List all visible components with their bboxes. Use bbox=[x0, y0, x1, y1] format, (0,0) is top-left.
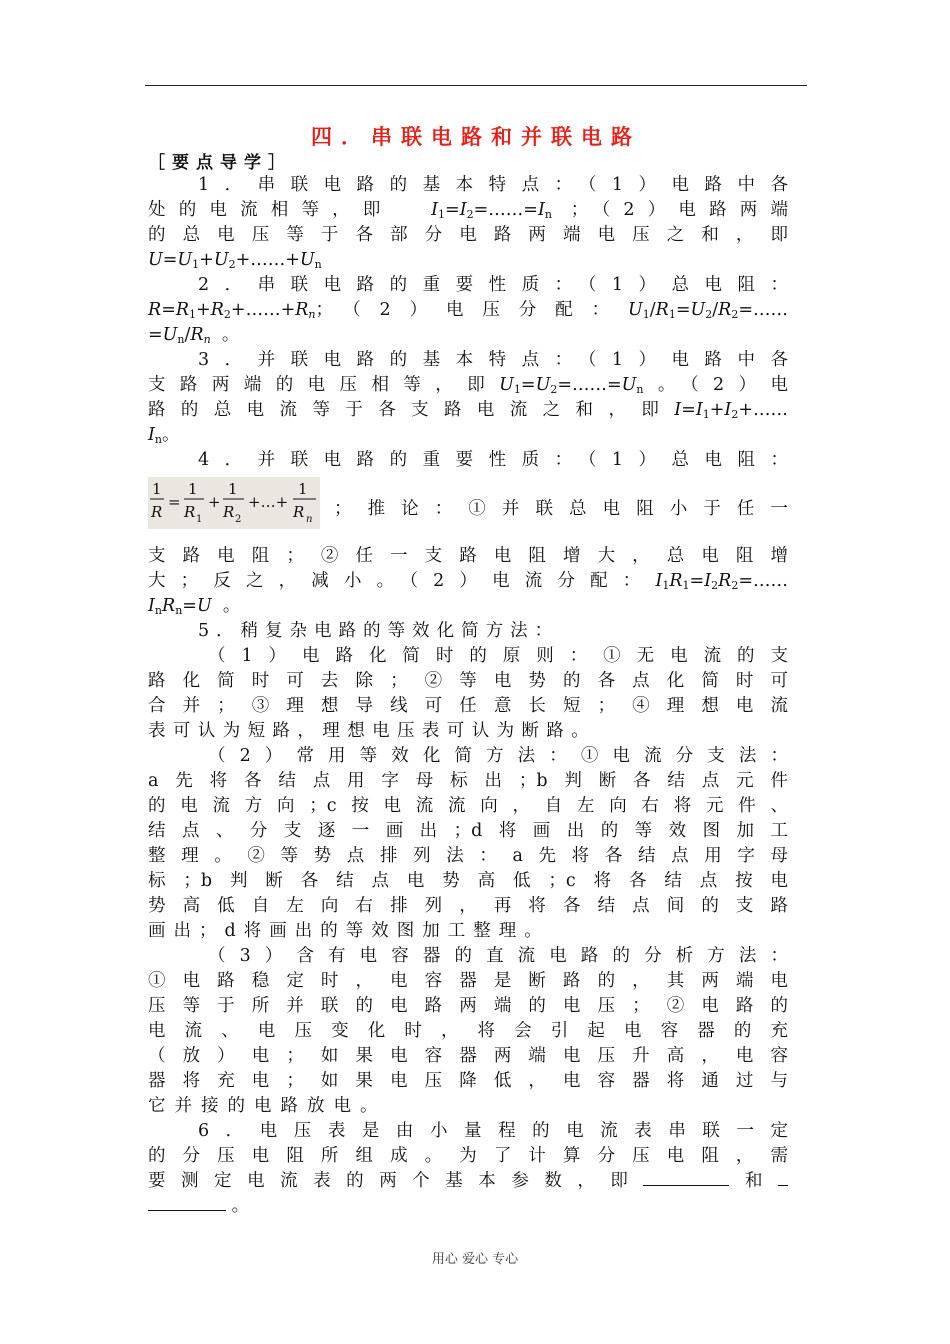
para-3-line-1: 3．并联电路的基本特点：（1）电路中各 bbox=[198, 350, 788, 370]
para-5-2-line-5: 整理。②等势点排列法：a先将各结点用字母 bbox=[148, 846, 788, 866]
para-4-line-1: 4．并联电路的重要性质：（1）总电阻： bbox=[198, 450, 788, 470]
para-6-line-1: 6．电压表是由小量程的电流表串联一定 bbox=[198, 1121, 788, 1141]
svg-text:R: R bbox=[184, 503, 196, 521]
page-title: 四．串联电路和并联电路 bbox=[311, 125, 641, 149]
svg-text:n: n bbox=[306, 514, 313, 525]
svg-text:R: R bbox=[223, 503, 235, 521]
para-2-line-2: $R=R_1+R_2+\dots\dots+R_n$；（2）电压分配：$U_1/R_1=U_2/R_2=\dots\dots$ bbox=[148, 300, 788, 321]
section-heading: ［要点导学］ bbox=[148, 153, 292, 173]
svg-text:=: = bbox=[168, 493, 181, 511]
para-4-formula-line: 1 R = 1 R 1 + 1 R 2 +…+ 1 R n ；推论：①并联总电阻小于任一 bbox=[148, 473, 788, 533]
svg-text:1: 1 bbox=[188, 480, 198, 498]
svg-text:1: 1 bbox=[298, 480, 308, 498]
para-5-3-line-7: 它并接的电路放电。 bbox=[148, 1096, 387, 1116]
page-footer: 用心 爱心 专心 bbox=[431, 1252, 519, 1267]
svg-text:1: 1 bbox=[152, 480, 162, 498]
parallel-resistance-formula-image bbox=[148, 477, 320, 529]
para-5-heading: 5．稍复杂电路的等效化简方法： bbox=[198, 621, 560, 641]
para-1-line-1: 1．串联电路的基本特点：（1）电路中各 bbox=[198, 175, 788, 195]
para-5-3-line-6: 器将充电；如果电压降低，电容器将通过与 bbox=[148, 1071, 788, 1091]
para-2-line-3: $=U_n/R_n$ 。 bbox=[148, 325, 240, 346]
para-1-line-3: 的总电压等于各部分电路两端电压之和，即 bbox=[148, 225, 788, 245]
svg-text:1: 1 bbox=[228, 480, 238, 498]
para-5-1-line-4: 表可认为短路，理想电压表可认为断路。 bbox=[148, 721, 597, 741]
para-5-2-line-4: 结点、分支逐一画出；d将画出的等效图加工 bbox=[148, 821, 788, 841]
para-6-line-3: 要测定电流表的两个基本参数，即 和 bbox=[148, 1169, 788, 1194]
para-1-line-2: 处的电流相等，即 $I_1=I_2=\dots\dots=I_n$ ；（2）电路两端 bbox=[148, 200, 788, 221]
answer-blank-2[interactable] bbox=[148, 1194, 226, 1211]
para-5-3-line-2: ①电路稳定时，电容器是断路的，其两端电 bbox=[148, 971, 788, 991]
para-5-2-line-1: （2）常用等效化简方法：①电流分支法： bbox=[208, 746, 788, 766]
header-rule bbox=[145, 85, 807, 86]
para-4-line-4: 大；反之，减小。（2）电流分配：$I_1R_1=I_2R_2=\dots\dots$ bbox=[148, 571, 788, 592]
para-2-line-1: 2．串联电路的重要性质：（1）总电阻： bbox=[198, 275, 788, 295]
para-1-line-4: $U=U_1+U_2+\dots\dots+U_n$ bbox=[148, 250, 322, 271]
para-4-line-3: 支路电阻；②任一支路电阻增大，总电阻增 bbox=[148, 546, 788, 566]
para-6-line-2: 的分压电阻所组成。为了计算分压电阻，需 bbox=[148, 1146, 788, 1166]
para-5-3-line-4: 电流、电压变化时，将会引起电容器的充 bbox=[148, 1021, 788, 1041]
para-5-3-line-1: （3）含有电容器的直流电路的分析方法： bbox=[208, 946, 788, 966]
svg-text:+: + bbox=[208, 493, 221, 511]
para-5-3-line-5: （放）电；如果电容器两端电压升高，电容 bbox=[148, 1046, 788, 1066]
svg-text:2: 2 bbox=[235, 514, 242, 525]
para-5-1-line-2: 路化简时可去除；②等电势的各点化简时可 bbox=[148, 671, 788, 691]
para-5-2-line-8: 画出；d将画出的等效图加工整理。 bbox=[148, 921, 550, 941]
svg-text:1: 1 bbox=[196, 514, 203, 525]
document-body bbox=[148, 173, 788, 1219]
para-5-2-line-2: a先将各结点用字母标出；b判断各结点元件 bbox=[148, 771, 788, 791]
svg-text:R: R bbox=[293, 503, 305, 521]
para-5-2-line-6: 标；b判断各结点电势高低；c将各结点按电 bbox=[148, 871, 788, 891]
para-5-2-line-3: 的电流方向；c按电流流向，自左向右将元件、 bbox=[148, 796, 788, 816]
para-5-1-line-3: 合并；③理想导线可任意长短；④理想电流 bbox=[148, 696, 788, 716]
para-3-line-4: $I_n$。 bbox=[148, 425, 180, 446]
para-3-line-2: 支路两端的电压相等，即$U_1=U_2=\dots\dots=U_n$。（2）电 bbox=[148, 375, 788, 396]
para-3-line-3: 路的总电流等于各支路电流之和，即$I=I_1+I_2+\dots\dots$ bbox=[148, 400, 788, 421]
para-5-3-line-3: 压等于所并联的电路两端的电压；②电路的 bbox=[148, 996, 788, 1016]
answer-blank-1[interactable] bbox=[643, 1169, 729, 1186]
para-4-line-5: $I_nR_n=U$ 。 bbox=[148, 596, 241, 617]
para-6-line-4: 。 bbox=[148, 1194, 788, 1219]
answer-blank-2-start[interactable] bbox=[778, 1169, 788, 1186]
svg-text:+…+: +…+ bbox=[248, 493, 289, 511]
para-5-2-line-7: 势高低自左向右排列，再将各结点间的支路 bbox=[148, 896, 788, 916]
para-5-1-line-1: （1）电路化简时的原则：①无电流的支 bbox=[208, 646, 788, 666]
svg-text:R: R bbox=[151, 503, 163, 521]
